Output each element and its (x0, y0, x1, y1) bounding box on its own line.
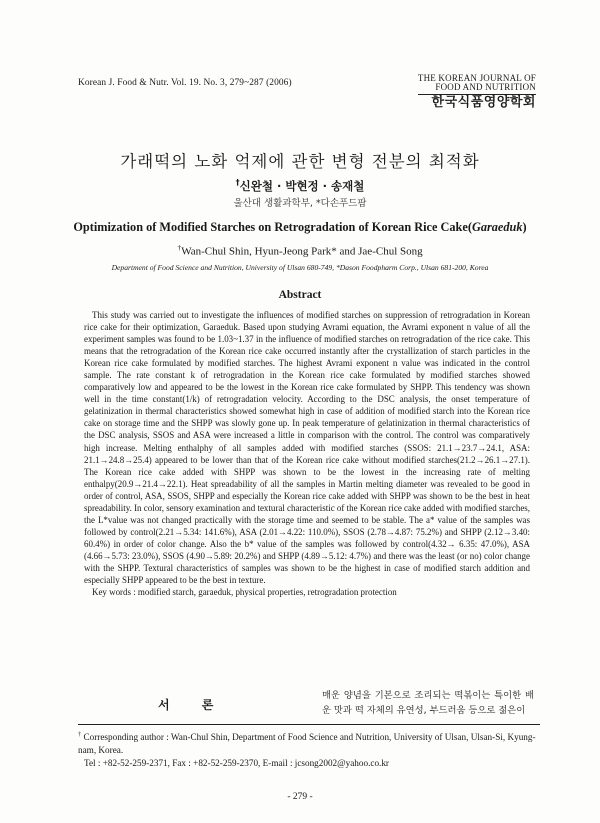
footnote (78, 728, 548, 770)
abstract-body: This study was carried out to investigate the influences of modified starches on suppression of retrogradation in Korean rice cake for their optimization, Garaeduk. Based upon studying Avrami equation, the Avrami exponent n value of all the experiment samples was found to be 1.03~1.37 in the influence of modified starches on retrogradation of the rice cake. This means that the retrogradation of the Korean rice cake occurred instantly after the crystallization of starch particles in the Korean rice cake formulated by modified starches. The highest Avrami exponent n value was indicated in the control sample. The rate constant k of retrogradation in the Korean rice cake formulated by modified starches showed comparatively low and appeared to be the lowest in the Korean rice cake formulated by SHPP. This tendency was shown well in the time constant(1/k) of retrogradation velocity. According to the DSC analysis, the onset temperature of gelatinization in thermal characteristics showed somewhat high in case of addition of modified starch into the Korean rice cake on storage time and the SHPP was slowly gone up. In peak temperature of gelatinization in thermal characteristics of the DSC analysis, SSOS and ASA were increased a little in comparison with the control. The control was comparatively high increase. Melting enthalphy of all samples added with modified starches (SSOS: 21.1→23.7→24.1, ASA: 21.1→24.8→25.4) appeared to be lower than that of the Korean rice cake without modified starches(21.2→26.1→27.1). The Korean rice cake added with SHPP was shown to be the lowest in the increasing rate of melting enthalpy(20.9→21.4→22.1). Heat spreadability of all the samples in Martin melting diameter was revealed to be good in order of control, ASA, SSOS, SHPP and especially the Korean rice cake added with SHPP was shown to be the best in heat spreadability. In color, sensory examination and textural characteristic of the Korean rice cake added with modified starches, the L*value was not changed practically with the storage time and seemed to be stable. The a* value of the samples was followed by control(2.21→5.34: 141.6%), ASA (2.01→4.22: 110.0%), SSOS (2.78→4.87: 75.2%) and SHPP (2.12→3.40: 60.4%) in order of color change. Also the b* value of the samples was followed by control(4.32→ 6.35: 47.0%), ASA (4.66→5.73: 23.0%), SSOS (4.90→5.89: 20.2%) and SHPP (4.89→5.12: 4.7%) and there was the least (or no) color change with the SHPP. Textural characteristics of samples was shown to be the highest in case of modified starch addition and especially SHPP appeared to be the best in texture. (84, 310, 530, 586)
title-english (0, 220, 600, 235)
affiliation-korean: 울산대 생활과학부, *다손푸드팜 (233, 198, 367, 209)
footnote-mark: † (78, 731, 82, 738)
authors-korean-names: 신완철 · 박현정 · 송재철 (239, 179, 365, 193)
title-english-italic: Garaeduk (471, 220, 523, 234)
authors-english-names: Wan-Chul Shin, Hyun-Jeong Park* and Jae-Chul Song (181, 245, 423, 258)
abstract-heading: Abstract (278, 289, 322, 301)
title-korean: 가래떡의 노화 억제에 관한 변형 전분의 최적화 (120, 152, 480, 171)
affiliation-english: Department of Food Science and Nutrition, University of Ulsan 680-749, *Dason Foodpharm Corp., Ulsan 681-200, Korea (111, 263, 489, 272)
footnote-divider (78, 724, 540, 725)
authors-english (0, 243, 600, 258)
title-english-main: Optimization of Modified Starches on Retrogradation of Korean Rice Cake( (73, 220, 472, 234)
society-name-korean: 한국식품영양학회 (431, 94, 536, 110)
footnote-contact: Tel : +82-52-259-2371, Fax : +82-52-259-2370, E-mail : jcsong2002@yahoo.co.kr (84, 758, 389, 769)
page-number: - 279 - (287, 792, 313, 802)
footnote-line1: Corresponding author : Wan-Chul Shin, Department of Food Science and Nutrition, University of Ulsan, Ulsan-Si, Kyung-nam, Korea. (78, 732, 536, 756)
journal-masthead (418, 74, 536, 110)
keywords: Key words : modified starch, garaeduk, physical properties, retrogradation protection (92, 587, 397, 598)
footnote-corresponding (78, 728, 548, 757)
abstract (84, 309, 530, 598)
title-english-end: ) (522, 220, 527, 234)
authors-korean (0, 178, 600, 194)
author-mark: † (177, 243, 182, 252)
journal-name-line2: FOOD AND NUTRITION (435, 82, 536, 93)
journal-citation: Korean J. Food & Nutr. Vol. 19. No. 3, 279~287 (2006) (78, 78, 292, 88)
introduction-heading: 서 론 (158, 698, 228, 712)
corresponding-mark: † (235, 178, 240, 188)
journal-name-line1: THE KOREAN JOURNAL OF (417, 73, 536, 83)
introduction-text: 매운 양념을 기본으로 조리되는 떡볶이는 특이한 배운 맛과 떡 자체의 유연성, 부드러움 등으로 젊은이 (322, 690, 534, 716)
